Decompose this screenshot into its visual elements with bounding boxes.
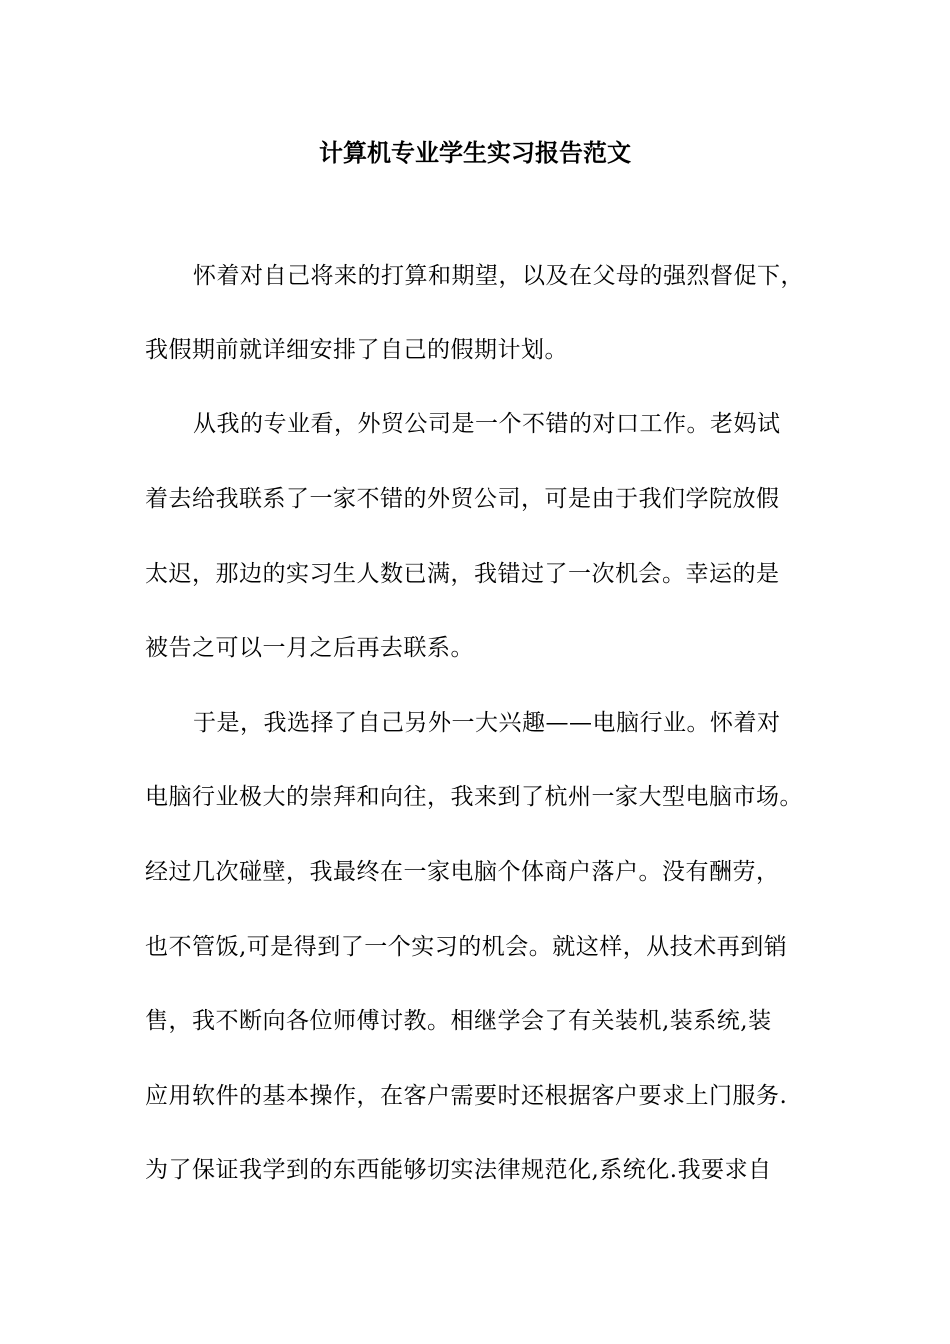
paragraph-line: 我假期前就详细安排了自己的假期计划。: [145, 337, 568, 363]
paragraph-line: 太迟，那边的实习生人数已满，我错过了一次机会。幸运的是: [145, 561, 780, 587]
paragraph-line: 售，我不断向各位师傅讨教。相继学会了有关装机,装系统,装: [145, 1008, 772, 1034]
paragraph-line: 从我的专业看，外贸公司是一个不错的对口工作。老妈试: [193, 411, 781, 437]
paragraph-line: 着去给我联系了一家不错的外贸公司，可是由于我们学院放假: [145, 486, 780, 512]
paragraph-line: 怀着对自己将来的打算和期望，以及在父母的强烈督促下，: [193, 263, 804, 289]
paragraph-line: 电脑行业极大的崇拜和向往，我来到了杭州一家大型电脑市场。: [145, 784, 803, 810]
paragraph-line: 应用软件的基本操作，在客户需要时还根据客户要求上门服务.: [145, 1083, 788, 1109]
document-title: 计算机专业学生实习报告范文: [319, 138, 631, 167]
paragraph-line: 为了保证我学到的东西能够切实法律规范化,系统化.我要求自: [145, 1157, 772, 1183]
paragraph-line: 于是，我选择了自己另外一大兴趣——电脑行业。怀着对: [193, 710, 781, 736]
paragraph-line: 经过几次碰壁，我最终在一家电脑个体商户落户。没有酬劳，: [145, 859, 780, 885]
paragraph-line: 被告之可以一月之后再去联系。: [145, 635, 474, 661]
paragraph-line: 也不管饭,可是得到了一个实习的机会。就这样，从技术再到销: [145, 934, 788, 960]
